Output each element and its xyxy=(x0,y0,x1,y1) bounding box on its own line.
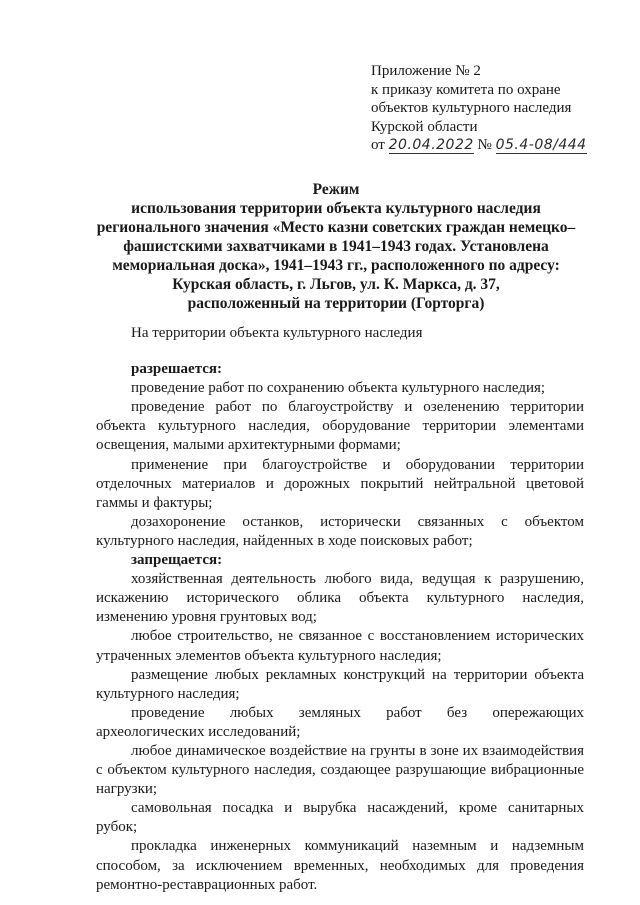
number-prefix: № xyxy=(477,137,492,153)
order-date-handwritten: 20.04.2022 xyxy=(388,137,474,153)
appendix-region-line: Курской области xyxy=(371,118,478,135)
allowed-item: проведение работ по благоустройству и озеленению территории объекта культурного наследия, оборудование территории элементами освещения, малыми архитектурными формами; xyxy=(96,399,584,454)
order-date-number xyxy=(371,136,621,155)
title-line: расположенный на территории (Горторга) xyxy=(187,295,485,312)
document-title xyxy=(96,180,576,313)
title-line: мемориальная доска», 1941–1943 гг., расположенного по адресу: xyxy=(112,257,560,274)
title-line: фашистскими захватчиками в 1941–1943 годах. Установлена xyxy=(123,238,549,255)
forbidden-item: проведение любых земляных работ без опережающих археологических исследований; xyxy=(96,704,584,740)
forbidden-item: хозяйственная деятельность любого вида, ведущая к разрушению, искажению исторического облика объекта культурного наследия, изменению уровня грунтовых вод; xyxy=(96,571,584,626)
document-body xyxy=(96,324,584,895)
title-line: Курская область, г. Льгов, ул. К. Маркса, д. 37, xyxy=(172,276,500,293)
title-line: регионального значения «Место казни советских граждан немецко– xyxy=(96,219,576,236)
allowed-item: применение при благоустройстве и оборудовании территории отделочных материалов и дорожных покрытий нейтральной цветовой гаммы и фактуры; xyxy=(96,456,584,511)
title-line: Режим xyxy=(312,181,360,198)
forbidden-item: любое динамическое воздействие на грунты в зоне их взаимодействия с объектом культурного наследия, создающее разрушающие вибрационные нагрузки; xyxy=(96,742,584,798)
forbidden-heading: запрещается: xyxy=(131,552,223,569)
forbidden-item: самовольная посадка и вырубка насаждений, кроме санитарных рубок; xyxy=(96,800,584,836)
allowed-heading: разрешается: xyxy=(131,361,223,378)
allowed-item: дозахоронение останков, исторически связанных с объектом культурного наследия, найденных в ходе поисковых работ; xyxy=(96,513,584,549)
appendix-order-line: к приказу комитета по охране xyxy=(371,81,561,98)
date-prefix: от xyxy=(371,137,385,153)
forbidden-item: прокладка инженерных коммуникаций наземным и надземным способом, за исключением временных, необходимых для проведения ремонтно-реставрационных работ. xyxy=(96,838,584,893)
appendix-committee-line: объектов культурного наследия xyxy=(371,100,572,116)
appendix-header xyxy=(371,62,621,155)
appendix-title: Приложение № 2 xyxy=(371,63,481,79)
allowed-item: проведение работ по сохранению объекта культурного наследия; xyxy=(131,380,546,397)
forbidden-item: любое строительство, не связанное с восстановлением исторических утраченных элементов объекта культурного наследия; xyxy=(96,628,584,664)
forbidden-item: размещение любых рекламных конструкций на территории объекта культурного наследия; xyxy=(96,666,584,702)
order-number-handwritten: 05.4-08/444 xyxy=(495,137,587,153)
intro-text: На территории объекта культурного наследия xyxy=(131,325,423,341)
title-line: использования территории объекта культурного наследия xyxy=(131,200,541,217)
